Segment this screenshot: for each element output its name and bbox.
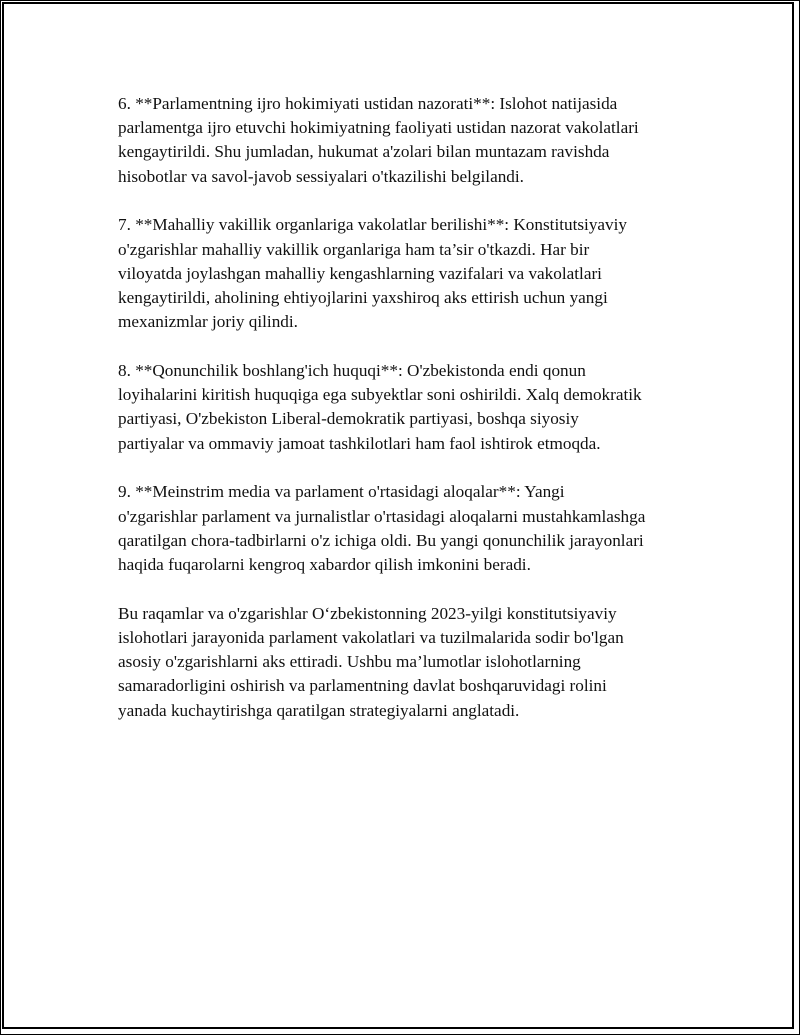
paragraph-item-7: 7. **Mahalliy vakillik organlariga vakolatlar berilishi**: Konstitutsiyaviy o'zgarishlar mahalliy vakillik organlariga ham ta’sir o'tkazdi. Har bir viloyatda joylashgan mahalliy kengashlarning vazifalari va vakolatlari kengaytirildi, aholining ehtiyojlarini yaxshiroq aks ettirish uchun yangi mexanizmlar joriy qilindi. xyxy=(118,215,628,332)
paragraph-conclusion: Bu raqamlar va o'zgarishlar O‘zbekistonning 2023-yilgi konstitutsiyaviy islohotlari jarayonida parlament vakolatlari va tuzilmalarida sodir bo'lgan asosiy o'zgarishlarni aks ettiradi. Ushbu ma’lumotlar islohotlarning samaradorligini oshirish va parlamentning davlat boshqaruvidagi rolini yanada kuchaytirishga qaratilgan strategiyalarni anglatadi. xyxy=(118,603,624,720)
document-body xyxy=(118,92,698,747)
paragraph-item-9: 9. **Meinstrim media va parlament o'rtasidagi aloqalar**: Yangi o'zgarishlar parlament va jurnalistlar o'rtasidagi aloqalarni mustahkamlashga qaratilgan chora-tadbirlarni o'z ichiga oldi. Bu yangi qonunchilik jarayonlari haqida fuqarolarni kengroq xabardor qilish imkonini beradi. xyxy=(118,482,646,575)
paragraph-item-8: 8. **Qonunchilik boshlang'ich huquqi**: O'zbekistonda endi qonun loyihalarini kiritish huquqiga ega subyektlar soni oshirildi. Xalq demokratik partiyasi, O'zbekiston Liberal-demokratik partiyasi, boshqa siyosiy partiyalar va ommaviy jamoat tashkilotlari ham faol ishtirok etmoqda. xyxy=(118,361,642,453)
paragraph-item-6: 6. **Parlamentning ijro hokimiyati ustidan nazorati**: Islohot natijasida parlamentga ijro etuvchi hokimiyatning faoliyati ustidan nazorat vakolatlari kengaytirildi. Shu jumladan, hukumat a'zolari bilan muntazam ravishda hisobotlar va savol-javob sessiyalari o'tkazilishi belgilandi. xyxy=(118,94,639,186)
